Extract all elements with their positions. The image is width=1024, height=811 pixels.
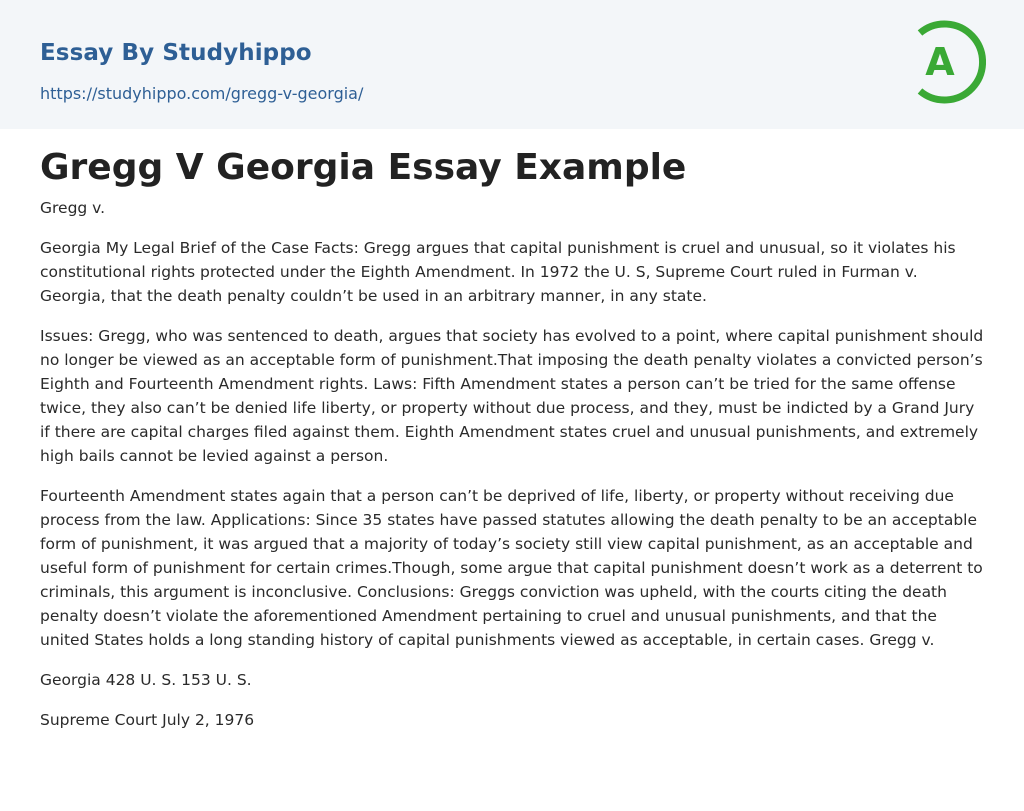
site-brand[interactable]: Essay By Studyhippo (40, 40, 312, 66)
article-paragraph: Georgia 428 U. S. 153 U. S. (40, 671, 252, 689)
article-paragraph: Fourteenth Amendment states again that a person can’t be deprived of life, liberty, or property without receiving due process from the law. Applications: Since 35 states have passed statutes allowing the death penalty to be an acceptable form of punishment, it was argued that a majority of today’s society still view capital punishment, as an acceptable and useful form of punishment for certain crimes.Though, some argue that capital punishment doesn’t work as a deterrent to criminals, this argument is inconclusive. Conclusions: Greggs conviction was upheld, with the courts citing the death penalty doesn’t violate the aforementioned Amendment pertaining to cruel and unusual punishments, and that the united States holds a long standing history of capital punishments viewed as acceptable, in certain cases. Gregg v. (40, 487, 983, 649)
article-paragraph: Supreme Court July 2, 1976 (40, 711, 255, 729)
studyhippo-logo-icon[interactable] (912, 19, 986, 105)
logo-letter: A (925, 40, 955, 84)
page-title: Gregg V Georgia Essay Example (40, 147, 687, 188)
essay-url-link[interactable]: https://studyhippo.com/gregg-v-georgia/ (40, 84, 364, 103)
site-header (0, 0, 1024, 129)
article-paragraph: Gregg v. (40, 199, 106, 217)
article-paragraph: Issues: Gregg, who was sentenced to death, argues that society has evolved to a point, where capital punishment should no longer be viewed as an acceptable form of punishment.That imposing the death penalty violates a convicted person’s Eighth and Fourteenth Amendment rights. Laws: Fifth Amendment states a person can’t be tried for the same offense twice, they also can’t be denied life liberty, or property without due process, and they, must be indicted by a Grand Jury if there are capital charges filed against them. Eighth Amendment states cruel and unusual punishments, and extremely high bails cannot be levied against a person. (40, 327, 984, 465)
article-paragraph: Georgia My Legal Brief of the Case Facts: Gregg argues that capital punishment is cruel and unusual, so it violates his constitutional rights protected under the Eighth Amendment. In 1972 the U. S, Supreme Court ruled in Furman v. Georgia, that the death penalty couldn’t be used in an arbitrary manner, in any state. (40, 239, 956, 305)
article (40, 142, 984, 748)
